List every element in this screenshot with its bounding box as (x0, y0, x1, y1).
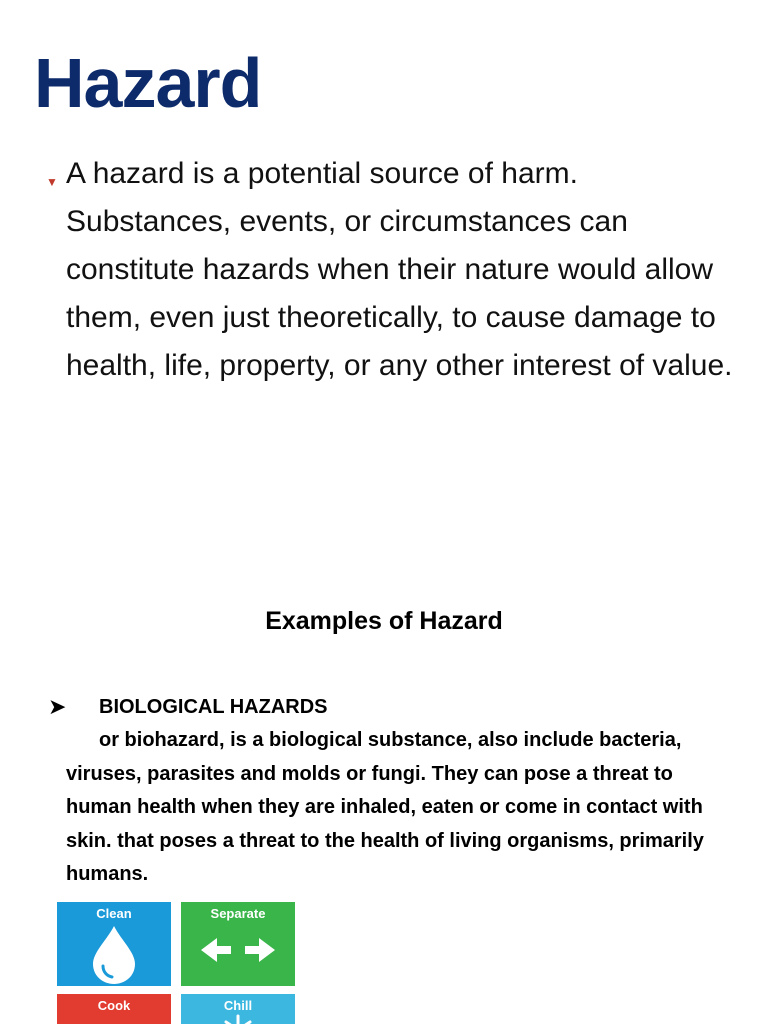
chill-tile-label: Chill (223, 998, 253, 1013)
pot-icon (57, 1014, 171, 1024)
snowflake-icon (181, 1014, 295, 1024)
food-safety-tiles (57, 902, 297, 1024)
arrowhead-bullet-icon: ➤ (48, 694, 67, 719)
clean-tile-label: Clean (96, 906, 132, 921)
cook-tile (57, 994, 171, 1024)
left-right-arrows-icon (181, 922, 295, 986)
small-arrow-bullet-icon: ▼ (46, 175, 58, 189)
separate-tile (181, 902, 295, 986)
biological-hazards-description: or biohazard, is a biological substance, also include bacteria, viruses, parasites and molds or fungi. They can pose a threat to human health when they are inhaled, eaten or come in contact with skin. that poses a threat to the health of living organisms, primarily humans. (66, 729, 704, 885)
water-drop-icon (57, 922, 171, 986)
hazard-definition: A hazard is a potential source of harm. Substances, events, or circumstances can constitute hazards when their nature would allow them, even just theoretically, to cause damage to health, life, property, or any other interest of value. (66, 157, 733, 382)
separate-tile-label: Separate (210, 906, 266, 921)
clean-tile (57, 902, 171, 986)
biological-hazards-heading: BIOLOGICAL HAZARDS (99, 696, 328, 718)
page-title: Hazard (34, 44, 262, 122)
cook-tile-label: Cook (97, 998, 131, 1013)
examples-heading: Examples of Hazard (265, 607, 503, 635)
chill-tile (181, 994, 295, 1024)
